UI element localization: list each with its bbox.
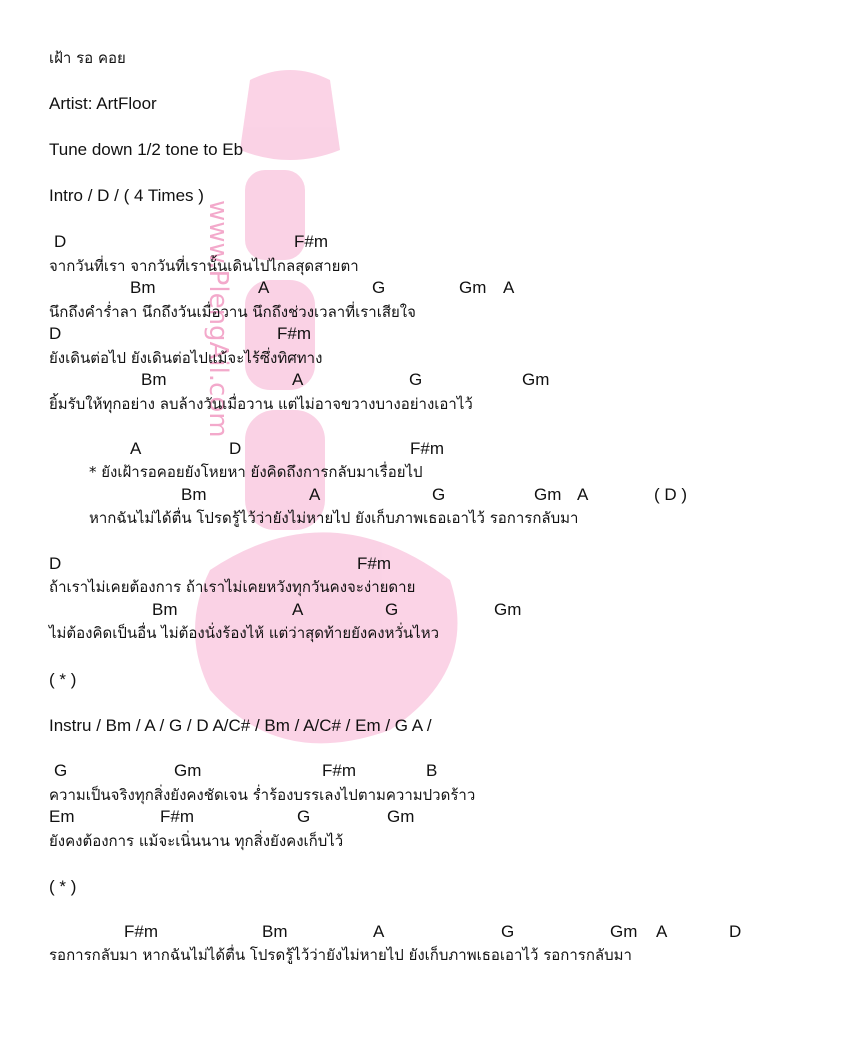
instrumental-line: Instru / Bm / A / G / D A/C# / Bm / A/C# / Em / G A / [49, 716, 432, 735]
chord: Gm [522, 370, 550, 389]
chord: A [309, 485, 321, 504]
lyric-line: ยิ้มรับให้ทุกอย่าง ลบล้างวันเมื่อวาน แต่ไม่อาจขวางบางอย่างเอาไว้ [49, 395, 473, 413]
chord: B [426, 761, 438, 780]
chord: A [656, 922, 668, 941]
chord: Gm [610, 922, 638, 941]
chord: A [292, 600, 304, 619]
chord: G [432, 485, 446, 504]
chord: D [49, 324, 62, 343]
chord: G [385, 600, 399, 619]
lyric-line: หากฉันไม่ได้ตื่น โปรดรู้ไว้ว่ายังไม่หายไป ยังเก็บภาพเธอเอาไว้ รอการกลับมา [89, 509, 579, 527]
chord: F#m [124, 922, 158, 941]
chord: F#m [277, 324, 311, 343]
chord: G [54, 761, 68, 780]
lyric-line: ไม่ต้องคิดเป็นอื่น ไม่ต้องนั่งร้องไห้ แต่ว่าสุดท้ายยังคงหวั่นไหว [49, 624, 440, 642]
artist-line: Artist: ArtFloor [49, 94, 157, 113]
chord: Bm [262, 922, 288, 941]
lyric-line: ถ้าเราไม่เคยต้องการ ถ้าเราไม่เคยหวังทุกวันคงจะง่ายดาย [49, 578, 416, 596]
chord: ( D ) [654, 485, 688, 504]
chord: Em [49, 807, 75, 826]
chord: F#m [160, 807, 194, 826]
lyric-line: * ยังเฝ้ารอคอยยังโหยหา ยังคิดถึงการกลับมาเรื่อยไป [89, 463, 423, 481]
song-title: เฝ้า รอ คอย [49, 49, 126, 67]
chord: Gm [174, 761, 202, 780]
chord: F#m [410, 439, 444, 458]
chord: F#m [294, 232, 328, 251]
chord: D [54, 232, 67, 251]
lyric-line: รอการกลับมา หากฉันไม่ได้ตื่น โปรดรู้ไว้ว่ายังไม่หายไป ยังเก็บภาพเธอเอาไว้ รอการกลับมา [49, 946, 632, 964]
chord: Bm [141, 370, 167, 389]
tuning-line: Tune down 1/2 tone to Eb [49, 140, 244, 159]
chord: G [409, 370, 423, 389]
chord: G [372, 278, 386, 297]
chord: Bm [152, 600, 178, 619]
lyric-line: นึกถึงคำร่ำลา นึกถึงวันเมื่อวาน นึกถึงช่วงเวลาที่เราเสียใจ [49, 303, 416, 321]
lyric-line: ความเป็นจริงทุกสิ่งยังคงชัดเจน ร่ำร้องบรรเลงไปตามความปวดร้าว [49, 786, 476, 804]
chord: A [130, 439, 142, 458]
chord: A [577, 485, 589, 504]
chord: A [373, 922, 385, 941]
chord: D [49, 554, 62, 573]
lyric-line: จากวันที่เรา จากวันที่เรานั้นเดินไปไกลสุดสายตา [49, 257, 359, 275]
chord: Gm [534, 485, 562, 504]
chord: Bm [130, 278, 156, 297]
repeat-chorus-marker: ( * ) [49, 670, 77, 689]
repeat-chorus-marker: ( * ) [49, 877, 77, 896]
chord: A [292, 370, 304, 389]
lyric-line: ยังคงต้องการ แม้จะเนิ่นนาน ทุกสิ่งยังคงเก็บไว้ [49, 832, 344, 850]
chord: Gm [459, 278, 487, 297]
chord: F#m [322, 761, 356, 780]
chord: Bm [181, 485, 207, 504]
chord: A [258, 278, 270, 297]
chord: D [229, 439, 242, 458]
chord: Gm [494, 600, 522, 619]
chord: D [729, 922, 742, 941]
lyric-line: ยังเดินต่อไป ยังเดินต่อไปแม้จะไร้ซึ่งทิศทาง [49, 349, 323, 367]
chord: G [297, 807, 311, 826]
intro-line: Intro / D / ( 4 Times ) [49, 186, 204, 205]
chord: G [501, 922, 515, 941]
watermark-shape-top [240, 70, 340, 160]
chord: Gm [387, 807, 415, 826]
chord: A [503, 278, 515, 297]
chord: F#m [357, 554, 391, 573]
watermark-url: www.PlengAil.com [203, 200, 233, 438]
